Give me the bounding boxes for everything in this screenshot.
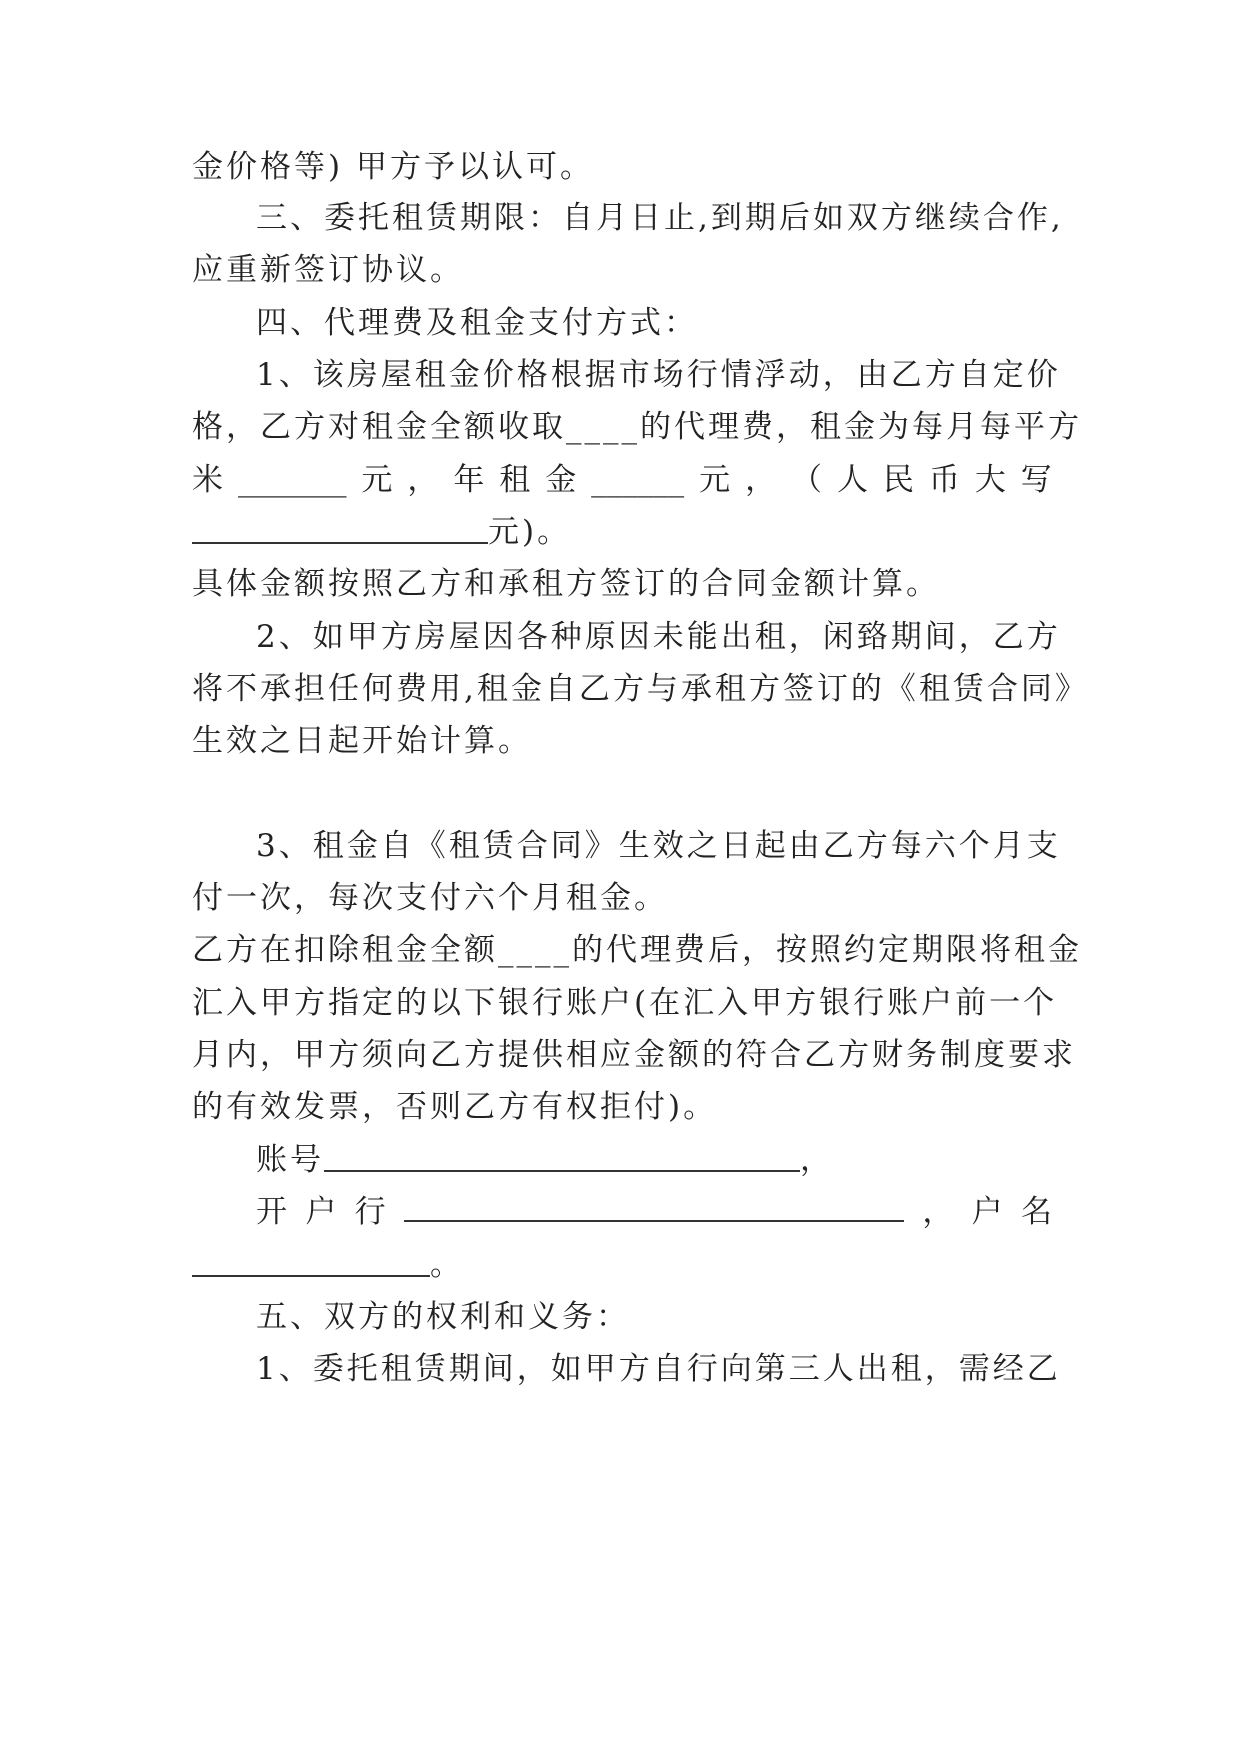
text-line: 付一次，每次支付六个月租金。 [192,880,668,916]
blank-field [324,1140,800,1172]
section-heading: 四、代理费及租金支付方式： [256,305,698,341]
text-line: 1、该房屋租金价格根据市场行情浮动，由乙方自定价 [256,357,1061,393]
blank-field [192,512,488,544]
blank-field: _______ [237,462,347,498]
text-line: 金价格等) 甲方予以认可。 [192,149,594,185]
text-line: 格，乙方对租金全额收取____的代理费，租金为每月每平方 [192,409,1082,445]
blank-field [192,1245,430,1277]
text-line: 生效之日起开始计算。 [192,723,532,759]
text-line: 应重新签订协议。 [192,252,464,288]
text-line: 2、如甲方房屋因各种原因未能出租，闲臵期间，乙方 [256,619,1061,655]
text-line: 三、委托租赁期限：自月日止,到期后如双方继续合作, [256,200,1064,236]
account-number-line: 账号 ， [256,1142,834,1178]
text-line: 的有效发票，否则乙方有权拒付)。 [192,1089,718,1125]
text-line: 乙方在扣除租金全额____的代理费后，按照约定期限将租金 [192,932,1082,968]
text-line: 。 [192,1243,1052,1287]
text-line: 3、租金自《租赁合同》生效之日起由乙方每六个月支 [256,828,1061,864]
text-line: 1、委托租赁期间，如甲方自行向第三人出租，需经乙 [256,1351,1061,1387]
text-line: 汇入甲方指定的以下银行账户(在汇入甲方银行账户前一个 [192,985,1058,1021]
section-heading: 五、双方的权利和义务： [256,1299,630,1335]
blank-field: ______ [591,462,685,498]
justified-line: 米 _______ 元 ， 年 租 金 ______ 元 ， （ 人 民 币 大 写 [192,458,1052,502]
text-line: 月内，甲方须向乙方提供相应金额的符合乙方财务制度要求 [192,1037,1076,1073]
text-line: 元)。 [192,510,1052,554]
blank-field [404,1190,904,1222]
text-line: 将不承担任何费用,租金自乙方与承租方签订的《租赁合同》 [192,671,1089,707]
bank-line: 开 户 行 ， 户 名 [256,1190,1052,1234]
text-line: 具体金额按照乙方和承租方签订的合同金额计算。 [192,566,940,602]
